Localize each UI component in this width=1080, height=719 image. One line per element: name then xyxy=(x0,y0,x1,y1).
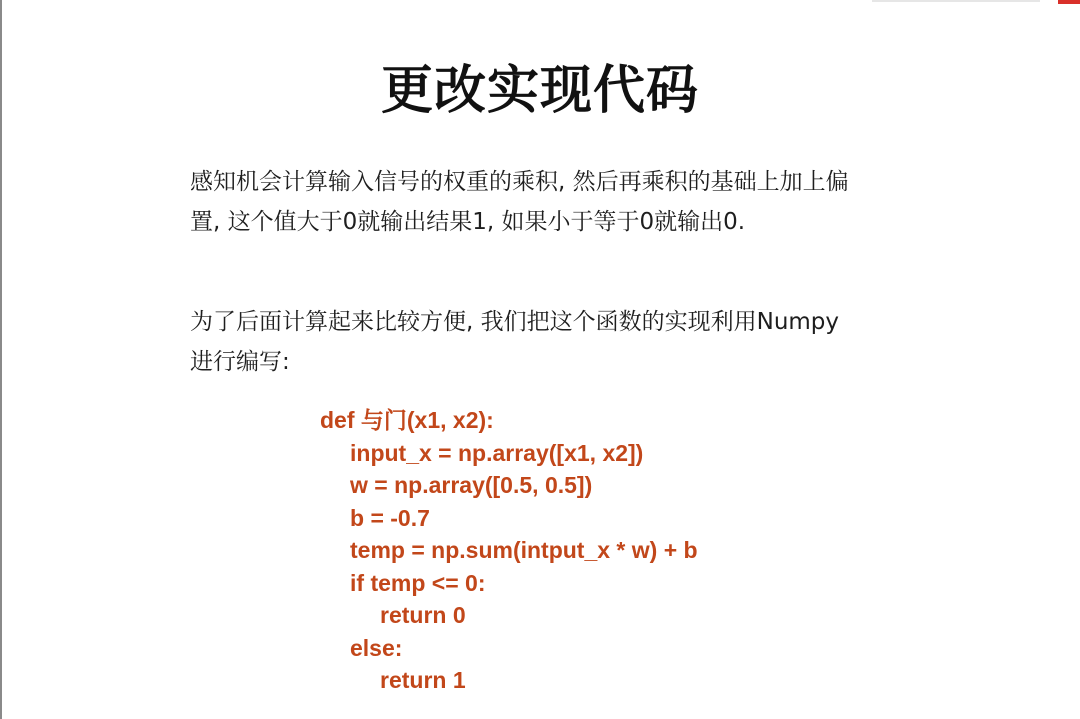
slide-title: 更改实现代码 xyxy=(380,61,699,121)
code-line-if: if temp <= 0: xyxy=(350,569,486,596)
code-line-weights: w = np.array([0.5, 0.5]) xyxy=(350,472,593,498)
code-line-return-0: return 0 xyxy=(380,602,466,628)
accent-mark xyxy=(1058,0,1080,4)
paragraph-numpy: 为了后面计算起来比较方便, 我们把这个函数的实现利用Numpy进行编写: xyxy=(190,309,840,375)
code-line-input: input_x = np.array([x1, x2]) xyxy=(350,439,644,466)
top-divider xyxy=(872,0,1040,2)
code-line-bias: b = -0.7 xyxy=(350,504,430,531)
code-line-def: def 与门(x1, x2): xyxy=(320,407,494,433)
code-line-temp: temp = np.sum(intput_x * w) + b xyxy=(350,537,698,563)
code-block xyxy=(320,404,1020,697)
code-line-else: else: xyxy=(350,634,403,661)
paragraph-perceptron: 感知机会计算输入信号的权重的乘积, 然后再乘积的基础上加上偏置, 这个值大于0就输出结果1, 如果小于等于0就输出0. xyxy=(190,169,849,235)
code-line-return-1: return 1 xyxy=(380,667,466,693)
